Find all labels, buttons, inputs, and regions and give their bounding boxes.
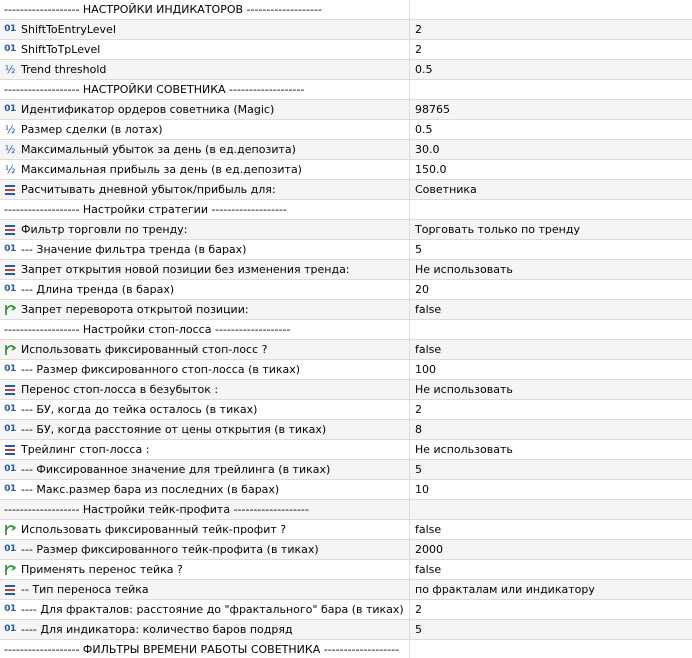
enum-list-icon	[3, 583, 17, 596]
parameter-name-cell	[0, 80, 410, 99]
parameter-name-cell	[0, 60, 410, 79]
parameter-row[interactable]	[0, 400, 692, 420]
parameter-name: Использовать фиксированный стоп-лосс ?	[21, 343, 268, 356]
parameter-value-cell[interactable]: Торговать только по тренду	[415, 223, 580, 236]
parameter-value-cell	[410, 0, 692, 19]
parameter-value-cell[interactable]: 2	[415, 23, 422, 36]
parameter-row[interactable]	[0, 280, 692, 300]
parameter-name: Использовать фиксированный тейк-профит ?	[21, 523, 287, 536]
parameter-value-cell	[410, 500, 692, 519]
parameter-row[interactable]	[0, 300, 692, 320]
parameter-name: --- Фиксированное значение для трейлинга (в тиках)	[21, 463, 331, 476]
parameter-name: Перенос стоп-лосса в безубыток :	[21, 383, 219, 396]
section-title: ------------------- НАСТРОЙКИ ИНДИКАТОРОВ -------------------	[4, 3, 322, 16]
parameter-name-cell	[0, 440, 410, 459]
parameter-name: --- БУ, когда расстояние от цены открытия (в тиках)	[21, 423, 327, 436]
integer-type-icon: 01	[4, 544, 16, 554]
enum-list-icon	[3, 223, 17, 236]
parameter-name-cell	[0, 640, 410, 658]
parameter-value-cell[interactable]: 2	[415, 403, 422, 416]
boolean-flag-icon	[3, 563, 17, 576]
section-header-row	[0, 200, 692, 220]
parameter-value-cell[interactable]: 5	[415, 243, 422, 256]
integer-type-icon: 01	[4, 364, 16, 374]
parameter-name-cell	[0, 580, 410, 599]
parameter-name: Размер сделки (в лотах)	[21, 123, 163, 136]
integer-type-icon: 01	[4, 24, 16, 34]
parameter-name: --- Длина тренда (в барах)	[21, 283, 175, 296]
boolean-flag-icon	[3, 343, 17, 356]
parameter-name: Запрет переворота открытой позиции:	[21, 303, 249, 316]
parameter-name-cell	[0, 360, 410, 379]
parameter-row[interactable]	[0, 340, 692, 360]
parameter-value-cell[interactable]: false	[415, 303, 442, 316]
parameter-name-cell	[0, 140, 410, 159]
enum-list-icon	[3, 383, 17, 396]
parameter-row[interactable]	[0, 440, 692, 460]
parameter-value-cell[interactable]: 20	[415, 283, 429, 296]
parameter-name-cell	[0, 120, 410, 139]
parameter-name-cell	[0, 480, 410, 499]
parameter-row[interactable]	[0, 240, 692, 260]
section-header-row	[0, 500, 692, 520]
parameter-name-cell	[0, 40, 410, 59]
parameter-row[interactable]	[0, 580, 692, 600]
parameter-row[interactable]	[0, 100, 692, 120]
parameter-name: Запрет открытия новой позиции без изменения тренда:	[21, 263, 350, 276]
parameter-value-cell[interactable]: 2000	[415, 543, 443, 556]
parameter-name: -- Тип переноса тейка	[21, 583, 149, 596]
parameter-value-cell[interactable]: false	[415, 563, 442, 576]
integer-type-icon: 01	[4, 424, 16, 434]
parameter-value-cell[interactable]: по фракталам или индикатору	[415, 583, 595, 596]
section-title: ------------------- Настройки тейк-профита -------------------	[4, 503, 309, 516]
parameter-name-cell	[0, 300, 410, 319]
parameter-name-cell	[0, 220, 410, 239]
parameter-value-cell[interactable]: 2	[415, 603, 422, 616]
parameter-name: Trend threshold	[21, 63, 107, 76]
parameter-value-cell[interactable]: 5	[415, 623, 422, 636]
parameter-name-cell	[0, 280, 410, 299]
parameter-name: Применять перенос тейка ?	[21, 563, 183, 576]
parameter-name: --- Макс.размер бара из последних (в барах)	[21, 483, 280, 496]
boolean-flag-icon	[3, 523, 17, 536]
integer-type-icon: 01	[4, 484, 16, 494]
parameter-value-cell[interactable]: 30.0	[415, 143, 440, 156]
parameter-value-cell	[410, 200, 692, 219]
parameter-name-cell	[0, 380, 410, 399]
parameter-row[interactable]	[0, 420, 692, 440]
parameter-name-cell	[0, 200, 410, 219]
parameter-value-cell	[410, 80, 692, 99]
parameter-value-cell[interactable]: 0.5	[415, 123, 433, 136]
parameter-name-cell	[0, 460, 410, 479]
parameter-name-cell	[0, 20, 410, 39]
parameter-row[interactable]	[0, 220, 692, 240]
parameter-name: ---- Для фракталов: расстояние до "фрактального" бара (в тиках)	[21, 603, 404, 616]
enum-list-icon	[3, 263, 17, 276]
parameter-value-cell[interactable]: 2	[415, 43, 422, 56]
parameter-name-cell	[0, 0, 410, 19]
parameter-name: ShiftToTpLevel	[21, 43, 101, 56]
parameter-row[interactable]	[0, 180, 692, 200]
parameter-name: Максимальная прибыль за день (в ед.депозита)	[21, 163, 302, 176]
integer-type-icon: 01	[4, 244, 16, 254]
integer-type-icon: 01	[4, 44, 16, 54]
double-type-icon: ½	[4, 63, 16, 76]
enum-list-icon	[3, 183, 17, 196]
parameter-name-cell	[0, 420, 410, 439]
parameter-name-cell	[0, 600, 410, 619]
parameter-row[interactable]	[0, 520, 692, 540]
parameter-name-cell	[0, 520, 410, 539]
integer-type-icon: 01	[4, 104, 16, 114]
integer-type-icon: 01	[4, 464, 16, 474]
parameter-row[interactable]	[0, 140, 692, 160]
parameter-row[interactable]	[0, 60, 692, 80]
parameter-row[interactable]	[0, 260, 692, 280]
parameter-name-cell	[0, 400, 410, 419]
parameter-name-cell	[0, 620, 410, 639]
parameter-row[interactable]	[0, 560, 692, 580]
parameter-name: Идентификатор ордеров советника (Magic)	[21, 103, 275, 116]
boolean-flag-icon	[3, 303, 17, 316]
section-header-row	[0, 0, 692, 20]
parameter-name-cell	[0, 540, 410, 559]
parameter-value-cell[interactable]: 98765	[415, 103, 450, 116]
parameter-row[interactable]	[0, 120, 692, 140]
parameter-name-cell	[0, 240, 410, 259]
parameter-value-cell[interactable]: 10	[415, 483, 429, 496]
section-header-row	[0, 320, 692, 340]
parameter-name: Трейлинг стоп-лосса :	[21, 443, 150, 456]
parameter-row[interactable]	[0, 620, 692, 640]
integer-type-icon: 01	[4, 624, 16, 634]
double-type-icon: ½	[4, 163, 16, 176]
parameter-name: Фильтр торговли по тренду:	[21, 223, 188, 236]
parameter-name-cell	[0, 500, 410, 519]
parameter-name: Расчитывать дневной убыток/прибыль для:	[21, 183, 276, 196]
parameter-value-cell[interactable]: 0.5	[415, 63, 433, 76]
parameter-value-cell[interactable]: Не использовать	[415, 383, 513, 396]
parameter-row[interactable]	[0, 600, 692, 620]
parameter-value-cell[interactable]: Не использовать	[415, 263, 513, 276]
parameter-value-cell[interactable]: 100	[415, 363, 436, 376]
parameter-row[interactable]	[0, 540, 692, 560]
integer-type-icon: 01	[4, 604, 16, 614]
parameter-value-cell	[410, 640, 692, 658]
parameter-row[interactable]	[0, 160, 692, 180]
parameter-name: --- Размер фиксированного стоп-лосса (в тиках)	[21, 363, 301, 376]
parameter-name: --- БУ, когда до тейка осталось (в тиках)	[21, 403, 258, 416]
parameter-value-cell[interactable]: false	[415, 343, 442, 356]
section-header-row	[0, 640, 692, 658]
parameter-name-cell	[0, 560, 410, 579]
section-title: ------------------- НАСТРОЙКИ СОВЕТНИКА -------------------	[4, 83, 305, 96]
parameter-name-cell	[0, 180, 410, 199]
parameter-row[interactable]	[0, 20, 692, 40]
parameter-name-cell	[0, 340, 410, 359]
enum-list-icon	[3, 443, 17, 456]
parameter-name: Максимальный убыток за день (в ед.депозита)	[21, 143, 296, 156]
parameter-name: ShiftToEntryLevel	[21, 23, 116, 36]
parameter-name-cell	[0, 100, 410, 119]
double-type-icon: ½	[4, 143, 16, 156]
parameter-row[interactable]	[0, 360, 692, 380]
parameter-value-cell[interactable]: 5	[415, 463, 422, 476]
double-type-icon: ½	[4, 123, 16, 136]
parameter-name: --- Размер фиксированного тейк-профита (в тиках)	[21, 543, 319, 556]
section-title: ------------------- ФИЛЬТРЫ ВРЕМЕНИ РАБОТЫ СОВЕТНИКА -------------------	[4, 643, 400, 656]
parameter-value-cell[interactable]: Советника	[415, 183, 477, 196]
section-title: ------------------- Настройки стратегии -------------------	[4, 203, 287, 216]
parameter-value-cell[interactable]: 8	[415, 423, 422, 436]
section-title: ------------------- Настройки стоп-лосса -------------------	[4, 323, 291, 336]
parameter-name-cell	[0, 320, 410, 339]
parameter-name-cell	[0, 260, 410, 279]
parameter-row[interactable]	[0, 480, 692, 500]
parameter-row[interactable]	[0, 40, 692, 60]
section-header-row	[0, 80, 692, 100]
integer-type-icon: 01	[4, 404, 16, 414]
parameter-value-cell	[410, 320, 692, 339]
parameter-name: ---- Для индикатора: количество баров подряд	[21, 623, 293, 636]
parameter-name-cell	[0, 160, 410, 179]
parameter-value-cell[interactable]: Не использовать	[415, 443, 513, 456]
integer-type-icon: 01	[4, 284, 16, 294]
parameter-row[interactable]	[0, 460, 692, 480]
parameter-value-cell[interactable]: false	[415, 523, 442, 536]
parameter-row[interactable]	[0, 380, 692, 400]
parameter-name: --- Значение фильтра тренда (в барах)	[21, 243, 247, 256]
parameter-value-cell[interactable]: 150.0	[415, 163, 447, 176]
